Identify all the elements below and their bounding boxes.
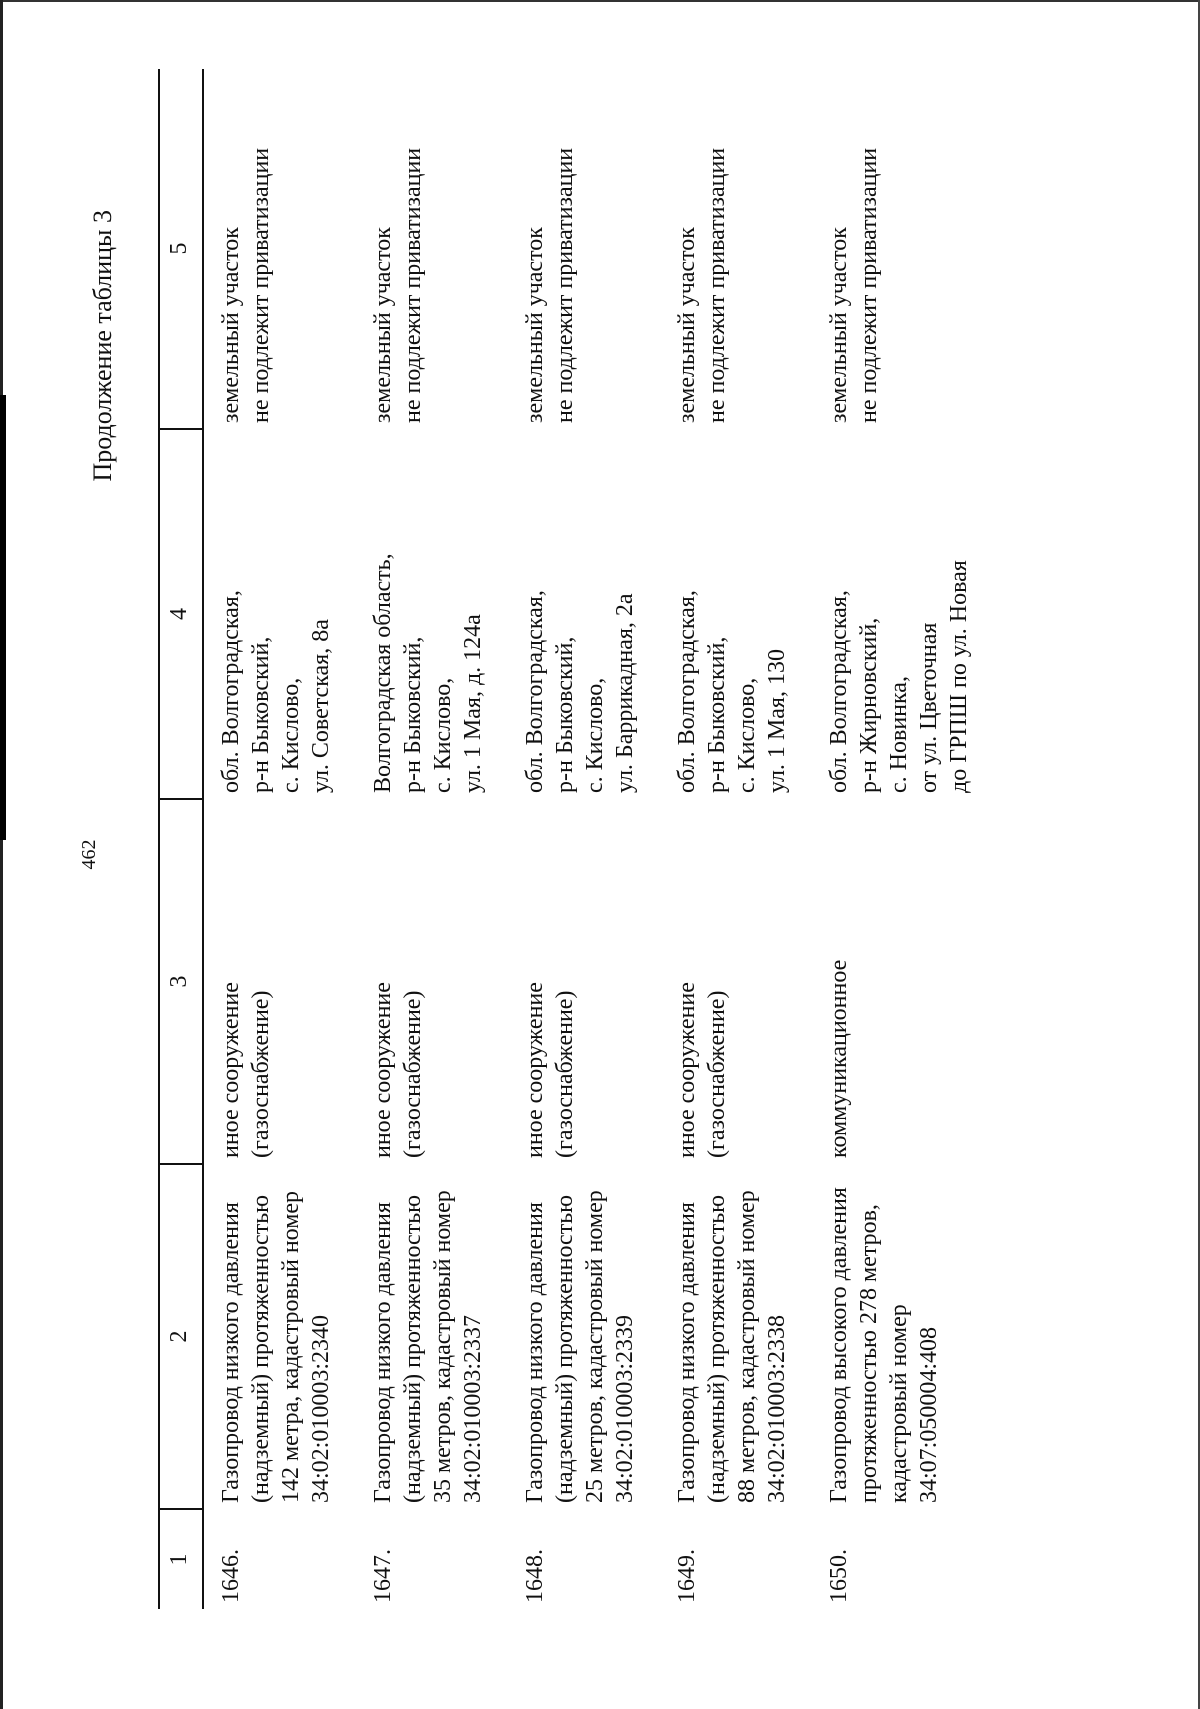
object-type-cell xyxy=(356,799,508,1164)
cell-text-line: (газоснабжение) xyxy=(704,990,730,1158)
cell-text-line: земельный участок xyxy=(826,227,852,423)
object-name-cell xyxy=(812,1164,994,1509)
cell-text-line: не подлежит приватизации xyxy=(400,147,426,423)
cell-text-line: иное сооружение xyxy=(218,982,244,1158)
cell-text-line: (газоснабжение) xyxy=(552,990,578,1158)
cell-text-line: не подлежит приватизации xyxy=(856,147,882,423)
cell-text-line: (надземный) протяженностью xyxy=(400,1194,426,1503)
cell-text-line: земельный участок xyxy=(522,227,548,423)
cell-text-line: (надземный) протяженностью xyxy=(552,1194,578,1503)
row-number-cell xyxy=(203,1509,356,1609)
row-number-cell xyxy=(356,1509,508,1609)
column-header: 3 xyxy=(159,799,203,1164)
cell-text-line: 1646. xyxy=(218,1549,244,1603)
address-cell xyxy=(203,429,356,799)
cell-text-line: Газопровод низкого давления xyxy=(370,1202,396,1503)
cell-text-line: 34:07:050004:408 xyxy=(916,1326,942,1503)
cell-text-line: от ул. Цветочная xyxy=(916,622,942,793)
cell-text-line: коммуникационное xyxy=(826,959,852,1158)
cell-text-line: иное сооружение xyxy=(522,982,548,1158)
cell-text-line: не подлежит приватизации xyxy=(248,147,274,423)
object-name-cell xyxy=(508,1164,660,1509)
table-row xyxy=(356,69,508,1609)
note-cell xyxy=(812,69,994,429)
cell-text-line: земельный участок xyxy=(674,227,700,423)
cell-text-line: Газопровод низкого давления xyxy=(522,1202,548,1503)
cell-text-line: 88 метров, кадастровый номер xyxy=(734,1190,760,1503)
table-header-row xyxy=(159,69,203,1609)
cell-text-line: Газопровод низкого давления xyxy=(674,1202,700,1503)
column-header: 4 xyxy=(159,429,203,799)
cell-text-line: (газоснабжение) xyxy=(248,990,274,1158)
table-body xyxy=(203,69,994,1609)
cell-text-line: Газопровод высокого давления xyxy=(826,1187,852,1503)
cell-text-line: ул. 1 Мая, 130 xyxy=(764,649,790,793)
column-header: 2 xyxy=(159,1164,203,1509)
cell-text-line: 25 метров, кадастровый номер xyxy=(582,1190,608,1503)
cell-text-line: не подлежит приватизации xyxy=(552,147,578,423)
cell-text-line: 34:02:010003:2338 xyxy=(764,1314,790,1503)
cell-text-line: до ГРПШ по ул. Новая xyxy=(946,560,972,793)
cell-text-line: иное сооружение xyxy=(674,982,700,1158)
object-type-cell xyxy=(812,799,994,1164)
row-number-cell xyxy=(812,1509,994,1609)
object-type-cell xyxy=(660,799,812,1164)
cell-text-line: иное сооружение xyxy=(370,982,396,1158)
cell-text-line: обл. Волгоградская, xyxy=(522,590,548,793)
cell-text-line: с. Новинка, xyxy=(886,676,912,793)
address-cell xyxy=(812,429,994,799)
note-cell xyxy=(508,69,660,429)
cell-text-line: с. Кислово, xyxy=(734,677,760,793)
address-cell xyxy=(356,429,508,799)
cell-text-line: 1649. xyxy=(674,1549,700,1603)
cell-text-line: 34:02:010003:2340 xyxy=(308,1314,334,1503)
object-name-cell xyxy=(356,1164,508,1509)
object-name-cell xyxy=(660,1164,812,1509)
table-row xyxy=(203,69,356,1609)
cell-text-line: не подлежит приватизации xyxy=(704,147,730,423)
address-cell xyxy=(660,429,812,799)
row-number-cell xyxy=(508,1509,660,1609)
table-row xyxy=(508,69,660,1609)
address-cell xyxy=(508,429,660,799)
cell-text-line: ул. 1 Мая, д. 124а xyxy=(460,614,486,793)
cell-text-line: с. Кислово, xyxy=(582,677,608,793)
column-header: 5 xyxy=(159,69,203,429)
cell-text-line: р-н Быковский, xyxy=(552,636,578,793)
cell-text-line: обл. Волгоградская, xyxy=(218,590,244,793)
page-number: 462 xyxy=(78,839,100,870)
table-row xyxy=(812,69,994,1609)
object-type-cell xyxy=(508,799,660,1164)
cell-text-line: 34:02:010003:2339 xyxy=(612,1314,638,1503)
cell-text-line: 1647. xyxy=(370,1549,396,1603)
column-header: 1 xyxy=(159,1509,203,1609)
object-name-cell xyxy=(203,1164,356,1509)
cell-text-line: земельный участок xyxy=(370,227,396,423)
cell-text-line: земельный участок xyxy=(218,227,244,423)
cell-text-line: (надземный) протяженностью xyxy=(704,1194,730,1503)
cell-text-line: р-н Быковский, xyxy=(400,636,426,793)
cell-text-line: р-н Быковский, xyxy=(248,636,274,793)
cell-text-line: Газопровод низкого давления xyxy=(218,1202,244,1503)
table-continuation-caption: Продолжение таблицы 3 xyxy=(88,210,117,482)
cell-text-line: с. Кислово, xyxy=(430,677,456,793)
cell-text-line: Волгоградская область, xyxy=(370,553,396,793)
cell-text-line: 1648. xyxy=(522,1549,548,1603)
note-cell xyxy=(356,69,508,429)
property-table xyxy=(158,69,994,1609)
note-cell xyxy=(203,69,356,429)
table-row xyxy=(660,69,812,1609)
cell-text-line: 1650. xyxy=(826,1549,852,1603)
cell-text-line: ул. Баррикадная, 2а xyxy=(612,593,638,793)
cell-text-line: с. Кислово, xyxy=(278,677,304,793)
note-cell xyxy=(660,69,812,429)
cell-text-line: обл. Волгоградская, xyxy=(674,590,700,793)
cell-text-line: р-н Быковский, xyxy=(704,636,730,793)
row-number-cell xyxy=(660,1509,812,1609)
cell-text-line: р-н Жирновский, xyxy=(856,617,882,793)
cell-text-line: (надземный) протяженностью xyxy=(248,1194,274,1503)
cell-text-line: протяженностью 278 метров, xyxy=(856,1204,882,1503)
cell-text-line: кадастровый номер xyxy=(886,1304,912,1503)
cell-text-line: 34:02:010003:2337 xyxy=(460,1314,486,1503)
object-type-cell xyxy=(203,799,356,1164)
cell-text-line: 35 метров, кадастровый номер xyxy=(430,1190,456,1503)
cell-text-line: обл. Волгоградская, xyxy=(826,590,852,793)
cell-text-line: 142 метра, кадастровый номер xyxy=(278,1190,304,1503)
cell-text-line: ул. Советская, 8а xyxy=(308,619,334,793)
cell-text-line: (газоснабжение) xyxy=(400,990,426,1158)
